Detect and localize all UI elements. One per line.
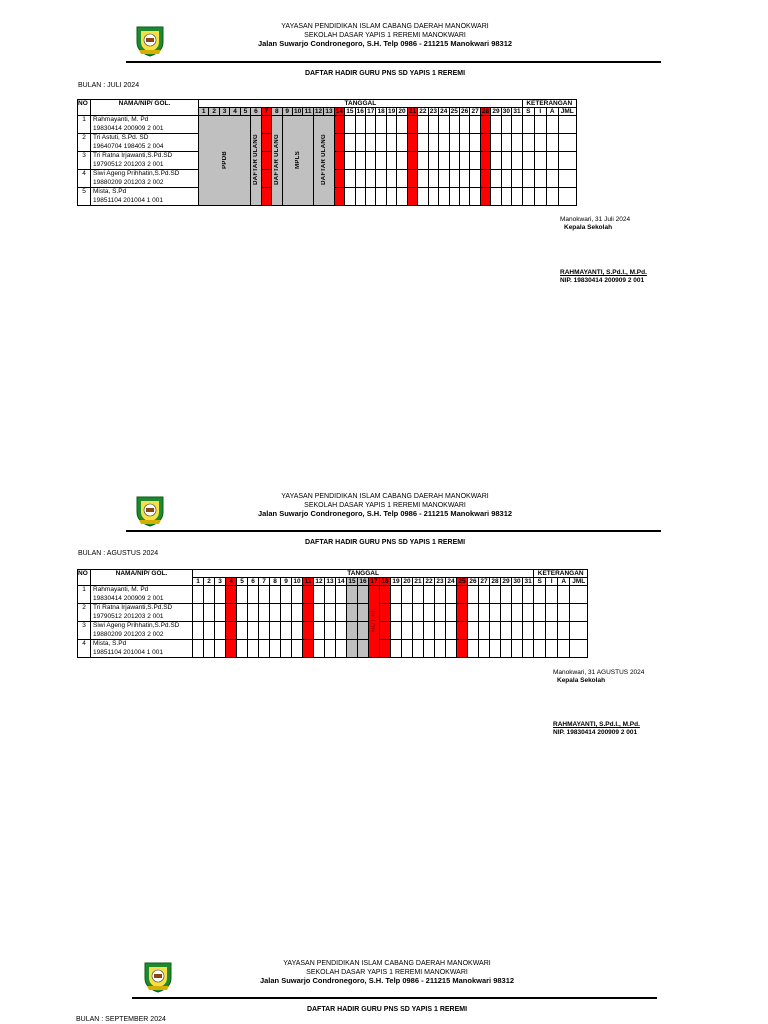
school-name: SEKOLAH DASAR YAPIS 1 REREMI MANOKWARI [306,968,468,976]
day-number: 22 [425,578,433,585]
day-number: 17 [370,578,378,585]
teacher-name: Rahmayanti, M. Pd [93,116,149,123]
row-number: 3 [78,152,91,170]
month-label: BULAN : JULI 2024 [78,82,140,89]
activity-label: DAFTAR ULANG [252,134,259,185]
day-number: 31 [513,108,521,115]
row-number: 4 [78,640,91,658]
day-number: 14 [335,108,344,115]
day-number: 26 [461,108,469,115]
day-number: 4 [230,108,240,116]
school-name: SEKOLAH DASAR YAPIS 1 REREMI MANOKWARI [304,501,466,509]
day-number: 20 [403,578,411,585]
col-header-no: NO [78,570,91,586]
teacher-name: Rahmayanti, M. Pd [93,586,149,593]
activity-label: PPDB [221,150,228,169]
day-number: 26 [469,578,477,585]
day-number: 25 [450,108,458,115]
teacher-nip: 19790512 201203 2 001 [93,160,164,168]
row-number: 1 [78,586,91,604]
day-number: 16 [356,108,364,115]
day-number: 19 [387,108,396,115]
day-number: 9 [282,108,292,116]
day-number: 5 [237,578,248,586]
day-number: 25 [458,578,466,585]
day-number: 16 [359,578,367,585]
document-title: DAFTAR HADIR GURU PNS SD YAPIS 1 REREMI [306,1006,468,1013]
day-number: 2 [209,108,219,116]
col-header-i: I [546,578,558,586]
holiday-label: HUT RI [371,609,377,632]
day-number: 2 [204,578,215,586]
col-header-name: NAMA/NIP/ GOL. [91,570,193,586]
col-header-a: A [546,108,558,116]
school-address: Jalan Suwarjo Condronegoro, S.H. Telp 0986 - 211215 Manokwari 98312 [259,976,515,985]
row-number: 1 [78,116,91,134]
col-header-name: NAMA/NIP/ GOL. [91,100,199,116]
day-number: 17 [367,108,375,115]
day-number: 21 [408,108,417,115]
activity-label: DAFTAR ULANG [273,134,280,185]
day-number: 20 [398,108,406,115]
day-number: 28 [481,108,490,115]
day-number: 23 [429,108,437,115]
teacher-nip: 19880209 201203 2 002 [93,178,164,186]
principal-nip: NIP. 19830414 200909 2 001 [553,729,638,736]
day-number: 19 [392,578,400,585]
day-number: 30 [513,578,521,585]
day-number: 7 [259,578,270,586]
teacher-name: Tri Astuti, S.Pd. SD [93,134,149,141]
day-number: 8 [272,108,282,116]
teacher-nip: 19880209 201203 2 002 [93,630,164,638]
principal-name: RAHMAYANTI, S.Pd.I., M.Pd. [560,269,647,276]
day-number: 8 [270,578,281,586]
day-number: 15 [348,578,356,585]
day-number: 14 [337,578,345,585]
header-divider [132,997,657,999]
day-number: 12 [314,108,323,115]
col-header-jml: JML [570,578,588,586]
day-number: 30 [502,108,511,115]
school-name: SEKOLAH DASAR YAPIS 1 REREMI MANOKWARI [304,31,466,39]
day-number: 23 [436,578,444,585]
month-label: BULAN : AGUSTUS 2024 [78,550,159,557]
col-header-date: TANGGAL [193,570,534,578]
day-number: 31 [524,578,532,585]
teacher-nip: 19851104 201004 1 001 [93,196,164,204]
col-header-s: S [522,108,534,116]
sign-role: Kepala Sekolah [564,224,613,231]
day-number: 6 [251,108,261,116]
day-number: 11 [304,108,312,115]
day-number: 7 [261,108,271,116]
day-number: 24 [447,578,455,585]
foundation-name: YAYASAN PENDIDIKAN ISLAM CABANG DAERAH MANOKWARI [281,493,489,500]
teacher-name: Siwi Ageng Prihhatin,S.Pd.SD [93,170,180,177]
day-number: 1 [199,108,209,116]
day-number: 4 [226,578,237,586]
day-number: 3 [219,108,229,116]
teacher-name: Mista, S.Pd [93,188,127,195]
day-number: 12 [315,578,323,585]
principal-nip: NIP. 19830414 200909 2 001 [560,277,645,284]
col-header-date: TANGGAL [199,100,523,108]
day-number: 10 [294,108,302,115]
row-number: 2 [78,134,91,152]
day-number: 11 [303,578,314,586]
col-header-notes: KETERANGAN [522,100,576,108]
col-header-no: NO [78,100,91,116]
school-crest-icon [141,960,175,994]
col-header-notes: KETERANGAN [534,570,588,578]
day-number: 21 [414,578,422,585]
day-number: 13 [326,578,334,585]
day-number: 29 [502,578,510,585]
day-number: 18 [377,108,385,115]
foundation-name: YAYASAN PENDIDIKAN ISLAM CABANG DAERAH MANOKWARI [283,960,491,967]
teacher-nip: 19790512 201203 2 001 [93,612,164,620]
day-number: 5 [240,108,250,116]
col-header-a: A [558,578,570,586]
sign-place-date: Manokwari, 31 Juli 2024 [560,216,631,223]
activity-label: MPLS [294,150,301,169]
foundation-name: YAYASAN PENDIDIKAN ISLAM CABANG DAERAH MANOKWARI [281,23,489,30]
row-number: 4 [78,170,91,188]
school-address: Jalan Suwarjo Condronegoro, S.H. Telp 0986 - 211215 Manokwari 98312 [257,39,513,48]
month-label: BULAN : SEPTEMBER 2024 [76,1016,166,1023]
row-number: 5 [78,188,91,206]
teacher-nip: 19830414 200909 2 001 [93,124,164,132]
day-number: 3 [215,578,226,586]
teacher-nip: 19640704 198405 2 004 [93,142,164,150]
day-number: 22 [419,108,427,115]
teacher-name: Siwi Ageng Prihhatin,S.Pd.SD [93,622,180,629]
document-title: DAFTAR HADIR GURU PNS SD YAPIS 1 REREMI [304,539,466,546]
day-number: 13 [325,108,333,115]
teacher-nip: 19830414 200909 2 001 [93,594,164,602]
col-header-s: S [534,578,546,586]
day-number: 27 [480,578,488,585]
sign-place-date: Manokwari, 31 AGUSTUS 2024 [553,669,645,676]
col-header-jml: JML [558,108,576,116]
teacher-nip: 19851104 201004 1 001 [93,648,164,656]
document-title: DAFTAR HADIR GURU PNS SD YAPIS 1 REREMI [304,70,466,77]
day-number: 29 [492,108,500,115]
day-number: 27 [471,108,479,115]
day-number: 1 [193,578,204,586]
principal-name: RAHMAYANTI, S.Pd.I., M.Pd. [553,721,640,728]
teacher-name: Tri Ratna Irjawanti,S.Pd.SD [93,604,173,611]
day-number: 24 [440,108,448,115]
sign-role: Kepala Sekolah [557,677,606,684]
school-address: Jalan Suwarjo Condronegoro, S.H. Telp 0986 - 211215 Manokwari 98312 [257,509,513,518]
day-number: 28 [491,578,499,585]
row-number: 3 [78,622,91,640]
day-number: 9 [281,578,292,586]
col-header-i: I [534,108,546,116]
teacher-name: Mista, S.Pd [93,640,127,647]
day-number: 15 [346,108,354,115]
teacher-name: Tri Ratna Irjawanti,S.Pd.SD [93,152,173,159]
day-number: 6 [248,578,259,586]
day-number: 10 [293,578,301,585]
row-number: 2 [78,604,91,622]
activity-label: DAFTAR ULANG [320,134,327,185]
day-number: 18 [381,578,389,585]
